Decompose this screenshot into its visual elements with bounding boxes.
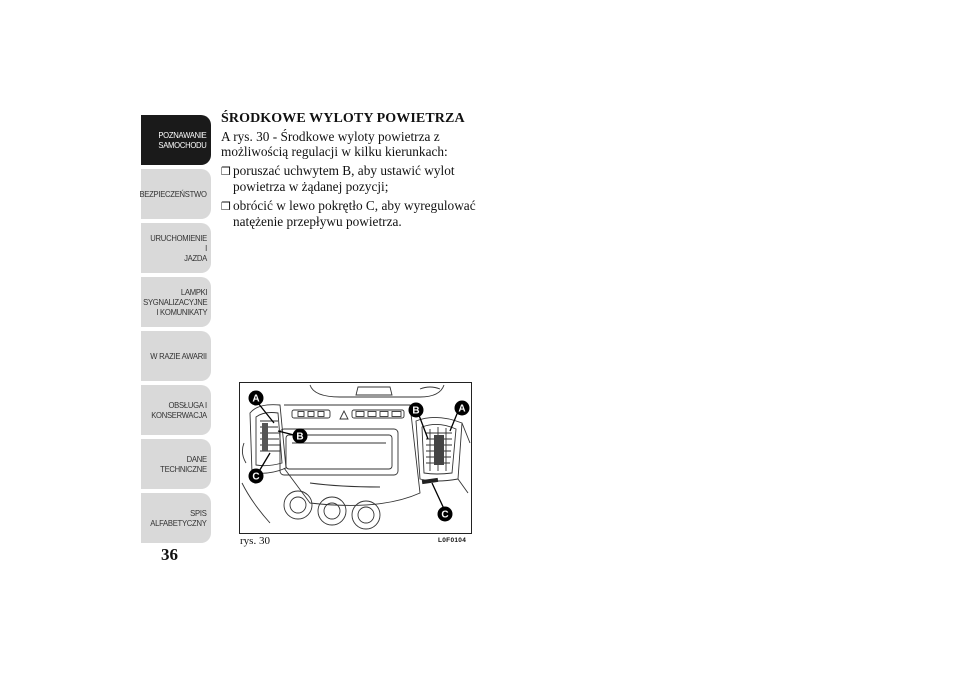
intro-paragraph: A rys. 30 - Środkowe wyloty powietrza z możliwością regulacji w kilku kierunkach: [221, 129, 448, 159]
section-heading: ŚRODKOWE WYLOTY POWIETRZA [221, 111, 465, 126]
bullet-text: obrócić w lewo pokrętło C, aby wyregulować natężenie przepływu powietrza. [233, 198, 476, 229]
bullet-item [221, 163, 501, 194]
checkbox-bullet-icon: ❒ [221, 165, 231, 178]
tab-w-razie-awarii[interactable] [141, 331, 211, 381]
tab-lampki-sygnalizacyjne[interactable] [141, 277, 211, 327]
dashboard-illustration [239, 382, 472, 534]
checkbox-bullet-icon: ❒ [221, 200, 231, 213]
bullet-item [221, 198, 501, 229]
figure-caption: rys. 30 [240, 535, 270, 547]
tab-label: URUCHOMIENIE I JAZDA [150, 233, 207, 263]
section-content [221, 111, 501, 233]
tab-dane-techniczne[interactable] [141, 439, 211, 489]
bullet-text: poruszać uchwytem B, aby ustawić wylot powietrza w żądanej pozycji; [233, 163, 455, 194]
tab-spis-alfabetyczny[interactable] [141, 493, 211, 543]
tab-label: POZNAWANIE SAMOCHODU [158, 130, 207, 150]
tab-label: BEZPIECZEŃSTWO [139, 189, 207, 199]
tab-obsluga-i-konserwacja[interactable] [141, 385, 211, 435]
callout-label: C [252, 471, 260, 483]
tab-label: SPIS ALFABETYCZNY [150, 508, 207, 528]
tab-label: W RAZIE AWARII [150, 351, 207, 361]
tab-poznawanie-samochodu[interactable] [141, 115, 211, 165]
tab-uruchomienie-i-jazda[interactable] [141, 223, 211, 273]
tab-label: LAMPKI SYGNALIZACYJNE I KOMUNIKATY [142, 287, 207, 317]
dashboard-drawing [240, 383, 471, 533]
callout-label: A [458, 403, 466, 415]
callout-label: C [441, 509, 449, 521]
tab-label: DANE TECHNICZNE [160, 454, 207, 474]
page-number: 36 [161, 545, 178, 564]
figure-code: L0F0104 [438, 537, 467, 544]
callout-label: A [252, 393, 260, 405]
tab-bezpieczenstwo[interactable] [141, 169, 211, 219]
callout-label: B [412, 405, 420, 417]
callout-label: B [296, 431, 304, 443]
tab-label: OBSŁUGA I KONSERWACJA [151, 400, 207, 420]
